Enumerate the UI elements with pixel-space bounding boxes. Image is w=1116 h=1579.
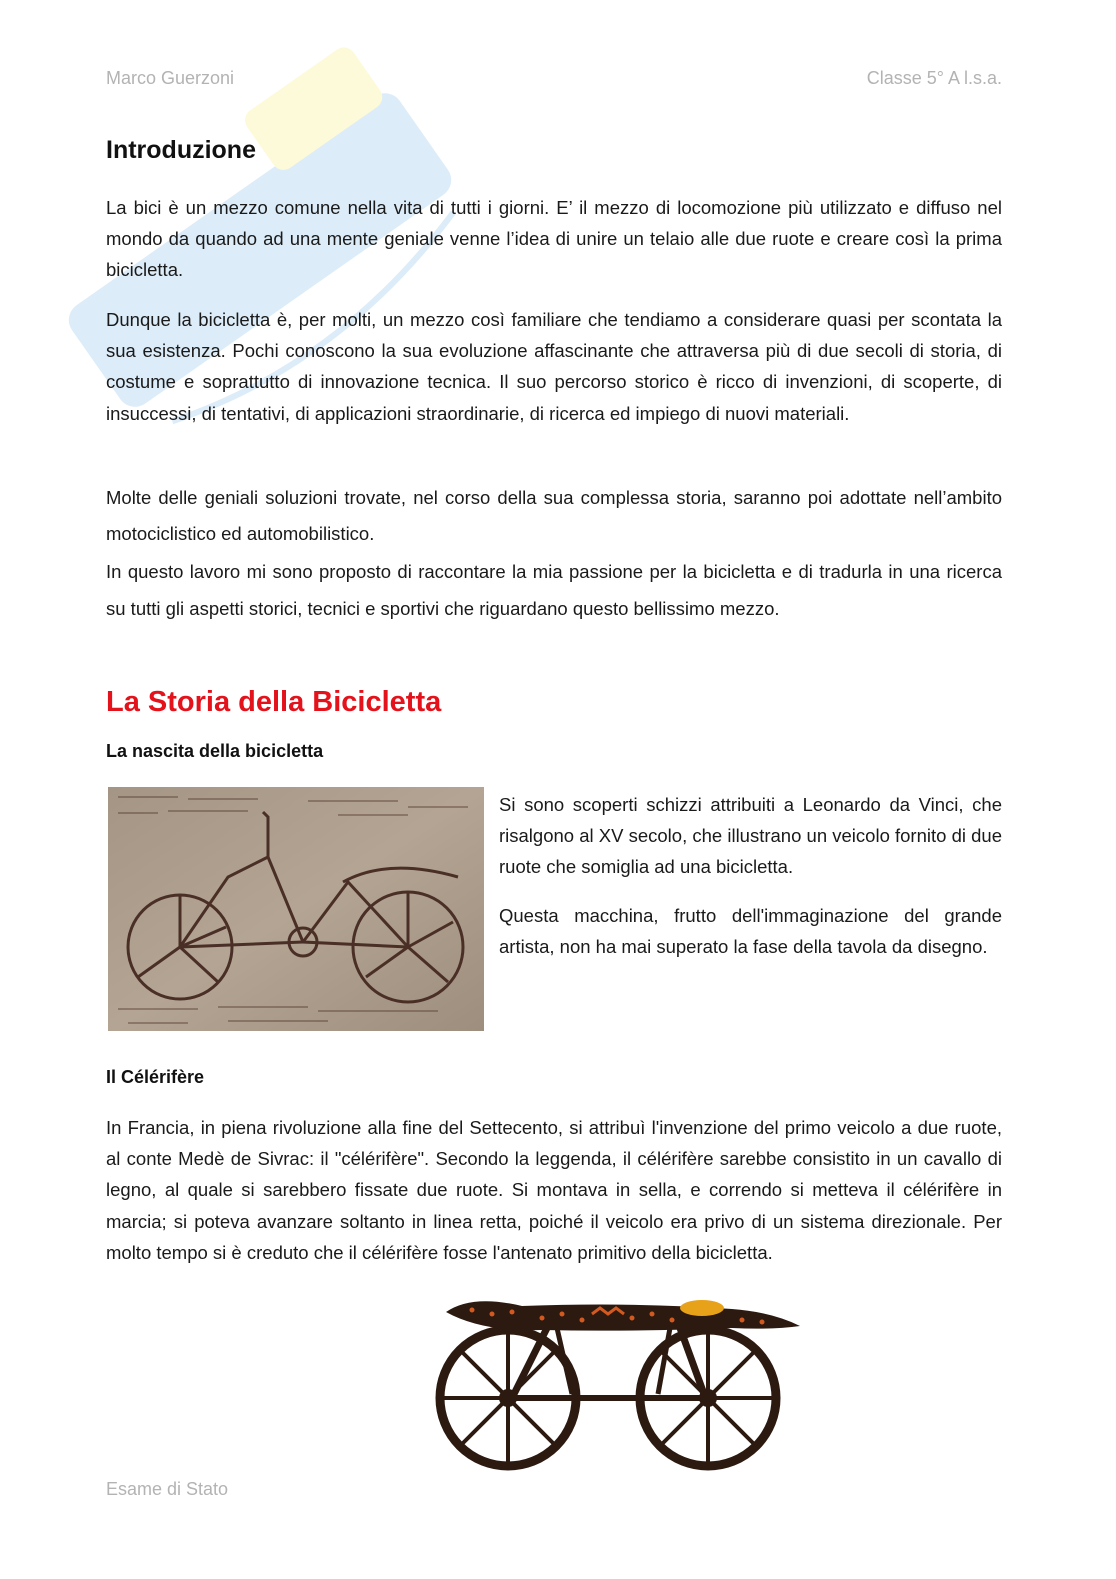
header-class: Classe 5° A l.s.a. bbox=[866, 68, 1002, 88]
footer-label: Esame di Stato bbox=[106, 1479, 229, 1499]
intro-p1: La bici è un mezzo comune nella vita di tutti i giorni. E’ il mezzo di locomozione più utilizzato e diffuso nel mondo da quando ad una mente geniale venne l’idea di unire un telaio alle due ruote e creare così la prima bicicletta. bbox=[106, 197, 1002, 281]
celerifere-p1: In Francia, in piena rivoluzione alla fine del Settecento, si attribuì l'invenzione del primo veicolo a due ruote, al conte Medè de Sivrac: il "célérifère". Secondo la leggenda, il célérifère sarebbe consistito in un cavallo di legno, al quale si sarebbero fissate due ruote. Si montava in sella, e correndo si metteva il célérifère in marcia; si poteva avanzare soltanto in linea retta, poiché il veicolo era privo di un sistema direzionale. Per molto tempo si è creduto che il célérifère fosse l'antenato primitivo della bicicletta. bbox=[106, 1117, 1002, 1263]
celerifere-subtitle: Il Célérifère bbox=[106, 1067, 205, 1087]
intro-paragraph-4 bbox=[106, 553, 1002, 627]
intro-p4: In questo lavoro mi sono proposto di raccontare la mia passione per la bicicletta e di tradurla in una ricerca su tutti gli aspetti storici, tecnici e sportivi che riguardano questo bellissimo mezzo. bbox=[106, 561, 1002, 619]
birth-p1: Si sono scoperti schizzi attribuiti a Leonardo da Vinci, che risalgono al XV secolo, che illustrano un veicolo fornito di due ruote che somiglia ad una bicicletta. bbox=[499, 794, 1002, 878]
celerifere-image bbox=[432, 1284, 804, 1494]
birth-subtitle: La nascita della bicicletta bbox=[106, 741, 324, 761]
intro-paragraph-3 bbox=[106, 480, 1002, 552]
intro-paragraph-1 bbox=[106, 192, 1002, 286]
leonardo-sketch-image bbox=[108, 787, 484, 1031]
intro-title: Introduzione bbox=[106, 136, 256, 164]
birth-p2: Questa macchina, frutto dell'immaginazione del grande artista, non ha mai superato la fase della tavola da disegno. bbox=[499, 905, 1002, 958]
birth-paragraph-2 bbox=[499, 900, 1002, 962]
birth-paragraph-1 bbox=[499, 789, 1002, 883]
intro-p2: Dunque la bicicletta è, per molti, un mezzo così familiare che tendiamo a considerare quasi per scontata la sua esistenza. Pochi conoscono la sua evoluzione affascinante che attraversa più di due secoli di storia, di costume e soprattutto di innovazione tecnica. Il suo percorso storico è ricco di invenzioni, di scoperte, di insuccessi, di tentativi, di applicazioni straordinarie, di ricerca ed impiego di nuovi materiali. bbox=[106, 309, 1002, 424]
intro-paragraph-2 bbox=[106, 304, 1002, 429]
history-title: La Storia della Bicicletta bbox=[106, 686, 442, 718]
intro-p3: Molte delle geniali soluzioni trovate, nel corso della sua complessa storia, saranno poi adottate nell’ambito motociclistico ed automobilistico. bbox=[106, 487, 1002, 544]
header-author: Marco Guerzoni bbox=[106, 68, 235, 88]
celerifere-paragraph-1 bbox=[106, 1112, 1002, 1268]
